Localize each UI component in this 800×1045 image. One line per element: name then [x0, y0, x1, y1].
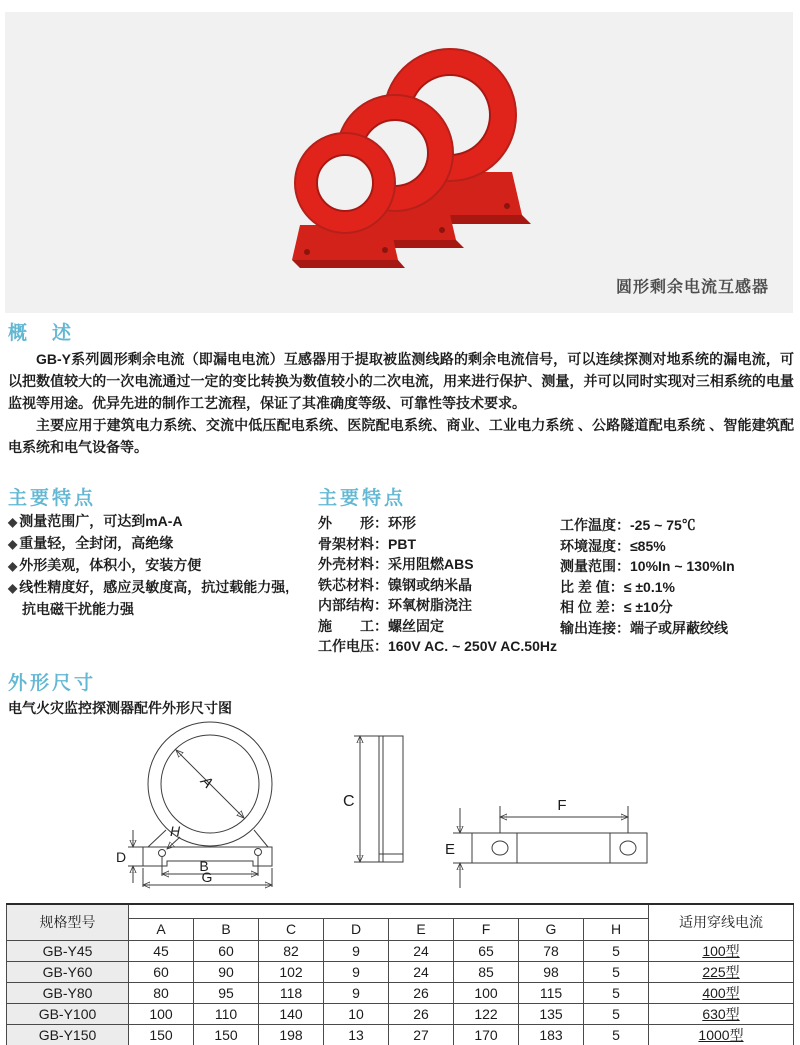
spec-row [560, 515, 735, 536]
features-list [8, 511, 289, 620]
spec-value: 环形 [388, 515, 416, 531]
spec-row [560, 536, 735, 557]
column-header-model: 规格型号 [7, 904, 129, 940]
dim-cell: 100 [129, 1003, 194, 1024]
spec-label: 外 形： [318, 515, 388, 531]
feature-item [8, 555, 289, 577]
table-row [7, 940, 794, 961]
column-header-dim: C [259, 918, 324, 940]
dim-cell: 24 [389, 961, 454, 982]
dim-cell: 98 [519, 961, 584, 982]
feature-text: 重量轻，全封闭，高绝缘 [19, 535, 174, 551]
spec-label: 输出连接： [560, 619, 630, 636]
feature-text: 外形美观，体积小，安装方便 [19, 557, 202, 573]
feature-item [8, 511, 289, 533]
spec-row [318, 534, 557, 555]
dim-cell: 78 [519, 940, 584, 961]
dimension-drawing-side-view [342, 728, 408, 870]
dim-cell: 90 [194, 961, 259, 982]
specs-list-left [318, 513, 557, 657]
spec-row [560, 556, 735, 577]
spec-row [560, 577, 735, 598]
dim-label-B: B [199, 858, 209, 874]
dim-cell: 27 [389, 1024, 454, 1045]
dim-cell: 198 [259, 1024, 324, 1045]
column-header-dim: E [389, 918, 454, 940]
spec-label: 工作温度： [560, 517, 630, 533]
dim-label-A: A [197, 772, 217, 792]
spec-label: 比 差 值： [560, 578, 624, 595]
diamond-bullet-icon: ◆ [8, 581, 18, 595]
table-row [7, 1003, 794, 1024]
dim-cell: 10 [324, 1003, 389, 1024]
dim-cell: 5 [584, 1003, 649, 1024]
current-cell: 630型 [649, 1003, 794, 1024]
dim-label-H: H [170, 823, 181, 839]
spec-value: ≤ ±10分 [623, 599, 673, 615]
product-caption: 圆形剩余电流互感器 [615, 279, 769, 296]
dim-cell: 9 [324, 961, 389, 982]
dim-cell: 60 [129, 961, 194, 982]
dim-cell: 9 [324, 940, 389, 961]
spec-label: 骨架材料： [318, 535, 388, 552]
model-cell: GB-Y150 [7, 1024, 129, 1045]
spec-label: 内部结构： [318, 597, 388, 613]
feature-text-line2: 抗电磁干扰能力强 [22, 601, 134, 617]
dim-cell: 115 [519, 982, 584, 1003]
overview-paragraph-2: 主要应用于建筑电力系统、交流中低压配电系统、医院配电系统、商业、工业电力系统 、公路隧道配电系统 、智能建筑配电系统和电气设备等。 [8, 417, 794, 455]
spec-value: 环氧树脂浇注 [388, 597, 472, 613]
dim-cell: 13 [324, 1024, 389, 1045]
dim-label-G: G [201, 869, 213, 885]
spec-row [560, 597, 735, 618]
column-header-dim: A [129, 918, 194, 940]
spec-value: 螺丝固定 [388, 617, 444, 634]
dim-label-F: F [557, 797, 567, 814]
dim-cell: 5 [584, 940, 649, 961]
feature-item [8, 533, 289, 555]
dim-cell: 183 [519, 1024, 584, 1045]
spec-row [318, 513, 557, 534]
table-header-row [7, 904, 794, 918]
column-header-dim: F [454, 918, 519, 940]
dim-cell: 9 [324, 982, 389, 1003]
column-header-dim: D [324, 918, 389, 940]
feature-text: 线性精度好，感应灵敏度高，抗过载能力强, [19, 579, 290, 595]
dim-cell: 65 [454, 940, 519, 961]
spec-label: 铁芯材料： [318, 576, 388, 593]
spec-value: 镍钢或纳米晶 [388, 576, 472, 593]
column-header-current: 适用穿线电流 [649, 904, 794, 940]
diamond-bullet-icon: ◆ [8, 515, 18, 529]
spec-value: -25 ~ 75℃ [630, 517, 696, 533]
spec-label: 环境湿度： [560, 537, 630, 554]
dim-label-D: D [116, 849, 127, 865]
column-header-dims-spacer [129, 904, 649, 918]
product-photo-panel [5, 12, 793, 313]
dim-cell: 80 [129, 982, 194, 1003]
dim-cell: 45 [129, 940, 194, 961]
overview-heading: 概 述 [8, 323, 75, 344]
spec-value: 160V AC. ~ 250V AC.50Hz [388, 638, 557, 654]
dim-cell: 102 [259, 961, 324, 982]
spec-label: 相 位 差： [560, 599, 624, 615]
model-cell: GB-Y80 [7, 982, 129, 1003]
spec-label: 工作电压： [318, 638, 388, 654]
spec-value: ≤ ±0.1% [623, 578, 675, 595]
dim-cell: 82 [259, 940, 324, 961]
dim-cell: 95 [194, 982, 259, 1003]
model-cell: GB-Y100 [7, 1003, 129, 1024]
model-cell: GB-Y45 [7, 940, 129, 961]
dim-cell: 100 [454, 982, 519, 1003]
feature-text: 测量范围广，可达到mA-A [19, 513, 183, 529]
current-cell: 400型 [649, 982, 794, 1003]
overview-text [8, 348, 794, 458]
current-cell: 225型 [649, 961, 794, 982]
dim-cell: 60 [194, 940, 259, 961]
dim-label-E: E [445, 841, 456, 858]
features-heading: 主要特点 [8, 488, 97, 509]
table-row [7, 982, 794, 1003]
dimension-drawing-base-top-view [443, 772, 655, 894]
dim-cell: 135 [519, 1003, 584, 1024]
column-header-dim: B [194, 918, 259, 940]
spec-row [318, 554, 557, 575]
dim-cell: 118 [259, 982, 324, 1003]
dim-cell: 26 [389, 1003, 454, 1024]
specs-heading: 主要特点 [318, 488, 407, 509]
dim-cell: 110 [194, 1003, 259, 1024]
spec-label: 施 工： [318, 617, 388, 634]
dim-cell: 5 [584, 961, 649, 982]
spec-label: 外壳材料： [318, 556, 388, 572]
spec-value: 10%In ~ 130%In [630, 558, 735, 574]
dim-cell: 24 [389, 940, 454, 961]
current-cell: 1000型 [649, 1024, 794, 1045]
spec-value: PBT [388, 535, 416, 552]
spec-row [318, 575, 557, 596]
feature-item [8, 577, 289, 599]
spec-label: 测量范围： [560, 558, 630, 574]
spec-row [560, 618, 735, 639]
dim-label-C: C [343, 793, 355, 810]
diamond-bullet-icon: ◆ [8, 537, 18, 551]
dim-cell: 85 [454, 961, 519, 982]
dim-cell: 150 [194, 1024, 259, 1045]
diamond-bullet-icon: ◆ [8, 559, 18, 573]
spec-value: ≤85% [630, 537, 666, 554]
dim-cell: 122 [454, 1003, 519, 1024]
spec-row [318, 636, 557, 657]
current-cell: 100型 [649, 940, 794, 961]
dimensions-subtitle: 电气火灾监控探测器配件外形尺寸图 [8, 700, 232, 716]
model-cell: GB-Y60 [7, 961, 129, 982]
dim-cell: 140 [259, 1003, 324, 1024]
spec-row [318, 595, 557, 616]
spec-value: 端子或屏蔽绞线 [630, 619, 728, 636]
dim-cell: 150 [129, 1024, 194, 1045]
column-header-dim: H [584, 918, 649, 940]
product-photo [230, 20, 570, 300]
table-row [7, 961, 794, 982]
dimensions-heading: 外形尺寸 [8, 673, 97, 694]
overview-paragraph-1: GB-Y系列圆形剩余电流（即漏电电流）互感器用于提取被监测线路的剩余电流信号，可以连续探测对地系统的漏电流，可以把数值较大的一次电流通过一定的变比转换为数值较小的二次电流，用来进行保护、测量，并可以同时实现对三相系统的电量监视等用途。优异先进的制作工艺流程，保证了其准确度等级、可靠性等技术要求。 [8, 351, 794, 411]
spec-row [318, 616, 557, 637]
specs-list-right [560, 515, 735, 638]
table-row [7, 1024, 794, 1045]
dimension-spec-table [6, 903, 794, 1045]
column-header-dim: G [519, 918, 584, 940]
dim-cell: 5 [584, 982, 649, 1003]
spec-value: 采用阻燃ABS [388, 556, 474, 572]
dim-cell: 170 [454, 1024, 519, 1045]
dimension-drawing-front-view [108, 716, 288, 896]
dim-cell: 26 [389, 982, 454, 1003]
dim-cell: 5 [584, 1024, 649, 1045]
